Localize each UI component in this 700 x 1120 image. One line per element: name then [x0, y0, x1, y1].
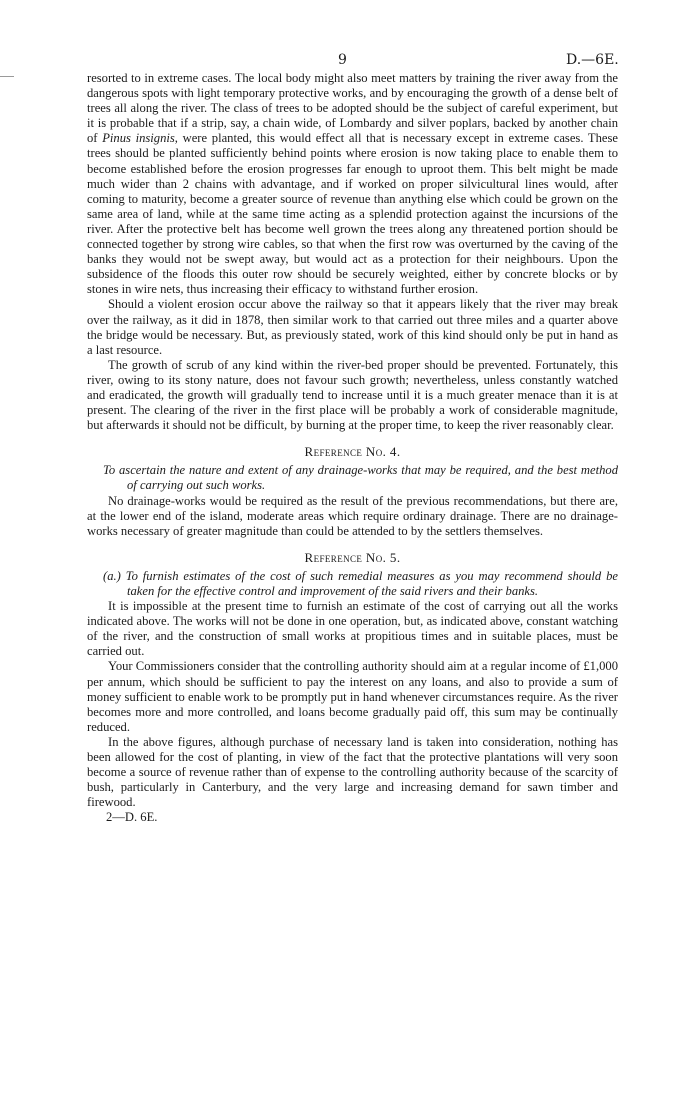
- margin-mark: [0, 76, 14, 77]
- reference-5-heading: Reference No. 5.: [304, 549, 401, 565]
- paragraph-2: Should a violent erosion occur above the railway so that it appears likely that the river may break over the railway, as it did in 1878, then similar work to that carried out three miles and a quarter above the bridge would be necessary. But, as previously stated, work of this kind should only be put in hand as a last resource.: [87, 297, 618, 357]
- signature-mark: 2—D. 6E.: [106, 810, 158, 825]
- page-number: 9: [338, 52, 347, 68]
- species-name: Pinus insignis: [102, 131, 175, 146]
- paragraph-4: No drainage-works would be required as the result of the previous recommendations, but there are, at the lower end of the island, moderate areas which require ordinary drainage. There are no drainage-works necessary of greater magnitude than could be attended to by the settlers themselves.: [87, 493, 618, 538]
- paragraph-3: The growth of scrub of any kind within the river-bed proper should be prevented. Fortunately, this river, owing to its stony nature, does not favour such growth; nevertheless, unless constantly watched and eradicated, the growth will gradually tend to increase until it is a much greater menace than it is at present. The clearing of the river in the first place will be probably a work of considerable magnitude, but afterwards it should not be difficult, by burning at the proper time, to keep the river reasonably clear.: [87, 357, 618, 433]
- paragraph-1: resorted to in extreme cases. The local body might also meet matters by training the river away from the dangerous spots with light temporary protective works, and by encouraging the growth of a dense belt of trees all along the river. The class of trees to be adopted should be the subject of careful experiment, but it is probable that if a strip, say, a chain wide, of Lombardy and silver poplars, backed by another chain of Pinus insignis, were planted, this would effect all that is necessary except in extreme cases. These trees should be planted sufficiently behind points where erosion is now taking place to enable them to become established before the erosion progresses far enough to uproot them. This belt might be made much wider than 2 chains with advantage, and if worked on proper silvicultural lines would, after coming to maturity, become a greater source of revenue than anything else which could be grown on the same area of land, while at the same time acting as a splendid protection against the incursions of the river. After the protective belt has become well grown the trees along any threatened portion should be connected together by strong wire cables, so that when the first row was overturned by the caving of the banks they would not be swept away, but would act as a protection for their neighbours. Upon the subsidence of the floods this outer row should be securely weighted, either by concrete blocks or by stones in wire nets, thus increasing their efficacy to withstand further erosion.: [87, 71, 618, 297]
- reference-4-terms: To ascertain the nature and extent of any drainage-works that may be required, and the best method of carrying out such works.: [103, 463, 618, 493]
- paragraph-6: Your Commissioners consider that the controlling authority should aim at a regular income of £1,000 per annum, which should be sufficient to pay the interest on any loans, and also to provide a sum of money sufficient to enable work to be promptly put in hand whenever circumstances require. As the river becomes more and more controlled, and loans become gradually paid off, this sum may be continually reduced.: [87, 659, 618, 734]
- reference-5-terms: (a.) To furnish estimates of the cost of such remedial measures as you may recommend should be taken for the effective control and improvement of the said rivers and their banks.: [103, 568, 618, 598]
- paragraph-7: In the above figures, although purchase of necessary land is taken into consideration, nothing has been allowed for the cost of planting, in view of the fact that the protective plantations will very soon become a source of revenue rather than of expense to the controlling authority because of the scarcity of bush, particularly in Canterbury, and the very large and increasing demand for sawn timber and firewood.: [87, 734, 618, 810]
- paragraph-5: It is impossible at the present time to furnish an estimate of the cost of carrying out all the works indicated above. The works will not be done in one operation, but, as indicated above, constant watching of the river, and the construction of small works at propitious times and in suitable places, must be carried out.: [87, 599, 618, 659]
- reference-4-heading: Reference No. 4.: [304, 444, 401, 460]
- body-text: [87, 71, 618, 826]
- document-reference: D.—6E.: [566, 52, 619, 68]
